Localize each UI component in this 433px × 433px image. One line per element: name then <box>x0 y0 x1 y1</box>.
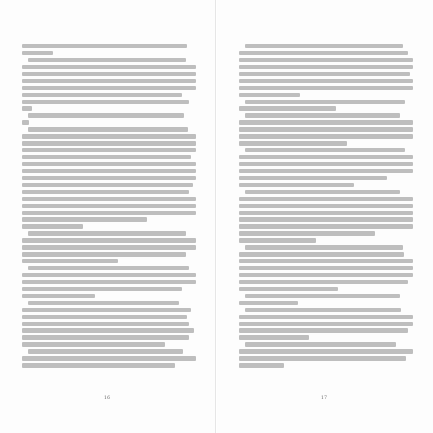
left-page-text-line <box>22 197 196 201</box>
left-page-text-line <box>28 113 184 117</box>
right-page-text-line <box>239 259 413 263</box>
right-page-text-line <box>239 176 387 180</box>
right-page-text-line <box>239 211 413 215</box>
right-page-text-line <box>239 322 413 326</box>
left-page-text-line <box>22 169 196 173</box>
right-page-text-line <box>239 197 413 201</box>
left-page-text-line <box>22 79 196 83</box>
left-page-text-line <box>22 308 191 312</box>
right-page-text-line <box>245 294 400 298</box>
right-page-text-line <box>239 72 410 76</box>
left-page-text-line <box>28 349 183 353</box>
left-page-text-line <box>28 266 189 270</box>
right-page-text-line <box>239 315 413 319</box>
left-page-text-line <box>22 190 189 194</box>
right-page-text-line <box>245 190 400 194</box>
right-page-text-line <box>245 44 403 48</box>
right-page-text-line <box>245 245 403 249</box>
left-page-text-line <box>28 58 186 62</box>
left-page-text-line <box>22 273 196 277</box>
right-page-text-line <box>245 342 396 346</box>
right-page-text-line <box>239 183 354 187</box>
right-page-number: 17 <box>321 396 328 401</box>
right-page-text-line <box>239 349 413 353</box>
left-page-text-line <box>22 224 83 228</box>
right-page-text-line <box>239 120 413 124</box>
right-page-text <box>239 44 413 370</box>
left-page-text-line <box>28 231 186 235</box>
left-page-text-line <box>22 176 196 180</box>
left-page-text-line <box>22 217 147 221</box>
left-page-text <box>22 44 196 370</box>
left-page-text-line <box>22 280 196 284</box>
left-page-text-line <box>22 155 191 159</box>
left-page-text-line <box>22 245 196 249</box>
left-page-text-line <box>28 127 188 131</box>
left-page-text-line <box>22 328 194 332</box>
left-page-text-line <box>22 356 196 360</box>
left-page-text-line <box>22 141 196 145</box>
left-page-text-line <box>22 335 189 339</box>
left-page-text-line <box>22 259 118 263</box>
left-page-text-line <box>22 72 196 76</box>
left-page-text-line <box>22 204 196 208</box>
right-page <box>217 0 433 433</box>
right-page-text-line <box>239 127 413 131</box>
right-page-text-line <box>239 273 413 277</box>
left-page-text-line <box>22 86 196 90</box>
left-page-number: 16 <box>104 396 111 401</box>
right-page-text-line <box>239 356 406 360</box>
left-page-text-line <box>22 183 193 187</box>
right-page-text-line <box>239 252 404 256</box>
right-page-text-line <box>245 148 405 152</box>
right-page-text-line <box>239 58 413 62</box>
right-page-text-line <box>239 106 336 110</box>
right-page-text-line <box>239 65 413 69</box>
left-page-text-line <box>22 65 196 69</box>
right-page-text-line <box>239 231 375 235</box>
left-page-text-line <box>22 134 196 138</box>
right-page-text-line <box>239 328 408 332</box>
left-page-text-line <box>22 322 189 326</box>
left-page-text-line <box>22 211 196 215</box>
right-page-text-line <box>239 155 413 159</box>
right-page-text-line <box>239 363 284 367</box>
right-page-text-line <box>239 287 338 291</box>
left-page-text-line <box>22 238 196 242</box>
right-page-text-line <box>239 86 413 90</box>
right-page-text-line <box>239 224 413 228</box>
right-page-text-line <box>239 79 413 83</box>
right-page-text-line <box>239 134 413 138</box>
right-page-text-line <box>245 100 405 104</box>
right-page-text-line <box>239 204 413 208</box>
left-page-text-line <box>22 315 187 319</box>
right-page-text-line <box>245 308 401 312</box>
left-page-text-line <box>22 100 189 104</box>
left-page-text-line <box>22 44 187 48</box>
right-page-text-line <box>239 217 413 221</box>
left-page-text-line <box>22 51 53 55</box>
left-page-text-line <box>22 363 175 367</box>
left-page-text-line <box>22 120 29 124</box>
left-page-text-line <box>22 93 182 97</box>
left-page-text-line <box>22 342 165 346</box>
left-page-text-line <box>28 301 179 305</box>
left-page-text-line <box>22 294 95 298</box>
right-page-text-line <box>239 51 408 55</box>
right-page-text-line <box>239 280 408 284</box>
right-page-text-line <box>245 113 400 117</box>
right-page-text-line <box>239 238 316 242</box>
left-page-text-line <box>22 106 32 110</box>
left-page-text-line <box>22 148 196 152</box>
left-page-text-line <box>22 287 182 291</box>
left-page-text-line <box>22 162 196 166</box>
right-page-text-line <box>239 266 413 270</box>
right-page-text-line <box>239 93 300 97</box>
left-page <box>0 0 216 433</box>
right-page-text-line <box>239 169 413 173</box>
right-page-text-line <box>239 335 309 339</box>
right-page-text-line <box>239 141 347 145</box>
right-page-text-line <box>239 162 413 166</box>
right-page-text-line <box>239 301 298 305</box>
left-page-text-line <box>22 252 186 256</box>
